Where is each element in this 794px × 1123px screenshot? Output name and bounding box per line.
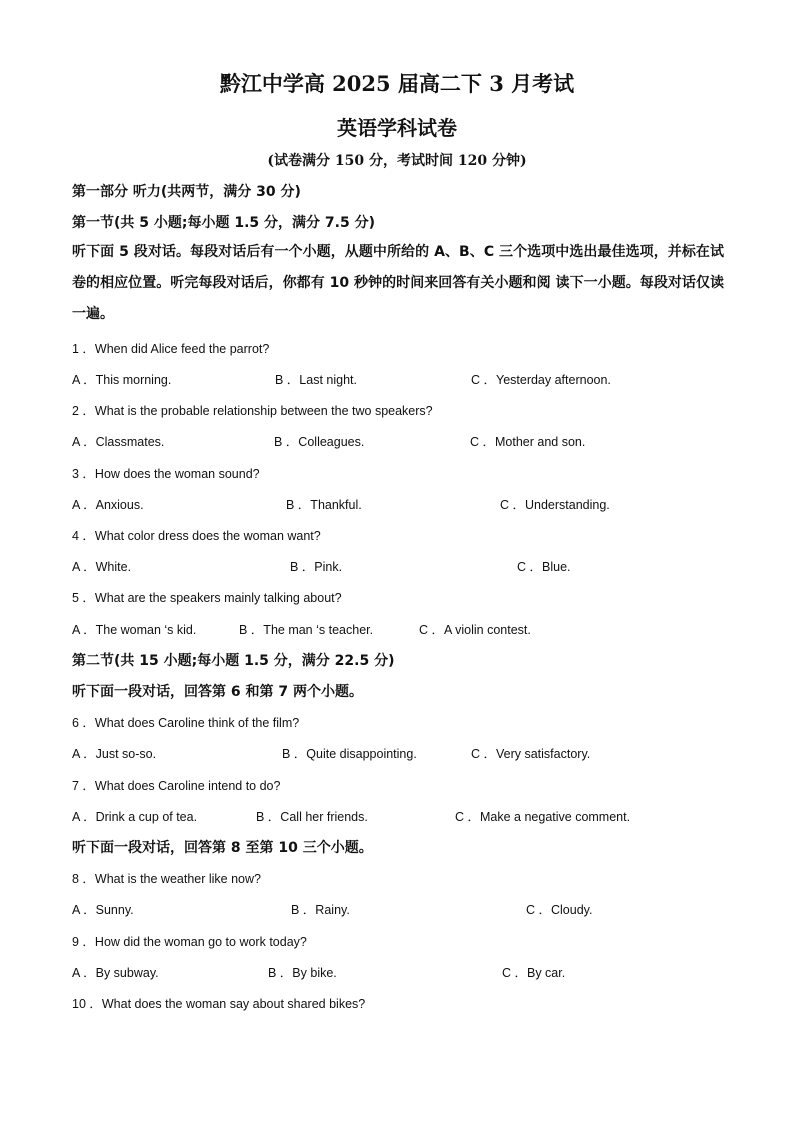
q3-option-c: C ．Understanding.: [500, 498, 610, 512]
q8-option-a: A ．Sunny.: [72, 903, 134, 917]
q8-option-c: C ．Cloudy.: [526, 903, 593, 917]
question-5: 5 ．What are the speakers mainly talking about?: [72, 591, 342, 605]
exam-subtitle: 英语学科试卷: [337, 116, 457, 140]
q7-option-a: A ．Drink a cup of tea.: [72, 810, 198, 824]
group1-instruction: 听下面一段对话，回答第 6 和第 7 两个小题。: [72, 684, 363, 700]
q5-option-a: A ．The woman ‘s kid.: [72, 623, 197, 637]
part1-heading: 第一部分 听力(共两节，满分 30 分): [72, 184, 301, 200]
q6-option-c: C ．Very satisfactory.: [471, 747, 591, 761]
section2-heading: 第二节(共 15 小题;每小题 1.5 分，满分 22.5 分): [72, 653, 395, 669]
q7-option-b: B ．Call her friends.: [256, 810, 368, 824]
exam-note: (试卷满分 150 分，考试时间 120 分钟): [267, 153, 527, 169]
q4-option-a: A ．White.: [72, 560, 132, 574]
section1-heading: 第一节(共 5 小题;每小题 1.5 分，满分 7.5 分): [72, 215, 375, 231]
q9-option-a: A ．By subway.: [72, 966, 159, 980]
q9-option-c: C ．By car.: [502, 966, 566, 980]
q6-option-a: A ．Just so-so.: [72, 747, 157, 761]
q4-option-b: B ．Pink.: [290, 560, 343, 574]
q1-option-b: B ．Last night.: [275, 373, 357, 387]
q9-option-b: B ．By bike.: [268, 966, 337, 980]
question-10: 10 ．What does the woman say about shared bikes?: [72, 997, 366, 1011]
q8-option-b: B ．Rainy.: [291, 903, 350, 917]
q2-option-a: A ．Classmates.: [72, 435, 165, 449]
q2-option-c: C ．Mother and son.: [470, 435, 586, 449]
q5-option-c: C ．A violin contest.: [419, 623, 531, 637]
q1-option-c: C ．Yesterday afternoon.: [471, 373, 611, 387]
question-9: 9 ．How did the woman go to work today?: [72, 935, 307, 949]
question-6: 6 ．What does Caroline think of the film?: [72, 716, 300, 730]
q3-option-b: B ．Thankful.: [286, 498, 362, 512]
question-7: 7 ．What does Caroline intend to do?: [72, 779, 281, 793]
question-4: 4 ．What color dress does the woman want?: [72, 529, 321, 543]
q5-option-b: B ．The man ‘s teacher.: [239, 623, 374, 637]
q7-option-c: C ．Make a negative comment.: [455, 810, 631, 824]
exam-title: 黔江中学高 2025 届高二下 3 月考试: [219, 71, 575, 96]
q1-option-a: A ．This morning.: [72, 373, 172, 387]
q2-option-b: B ．Colleagues.: [274, 435, 365, 449]
q3-option-a: A ．Anxious.: [72, 498, 144, 512]
q6-option-b: B ．Quite disappointing.: [282, 747, 417, 761]
question-3: 3 ．How does the woman sound?: [72, 467, 260, 481]
question-2: 2 ．What is the probable relationship between the two speakers?: [72, 404, 433, 418]
section1-instructions: 听下面 5 段对话。每段对话后有一个小题，从题中所给的 A、B、C 三个选项中选出最佳选项，并标在试卷的相应位置。听完每段对话后，你都有 10 秒钟的时间来回答有关小题和阅 读下一小题。每段对话仅读一遍。: [72, 244, 724, 322]
group2-instruction: 听下面一段对话，回答第 8 至第 10 三个小题。: [72, 840, 373, 856]
q4-option-c: C ．Blue.: [517, 560, 571, 574]
question-1: 1 ．When did Alice feed the parrot?: [72, 342, 270, 356]
question-8: 8 ．What is the weather like now?: [72, 872, 261, 886]
